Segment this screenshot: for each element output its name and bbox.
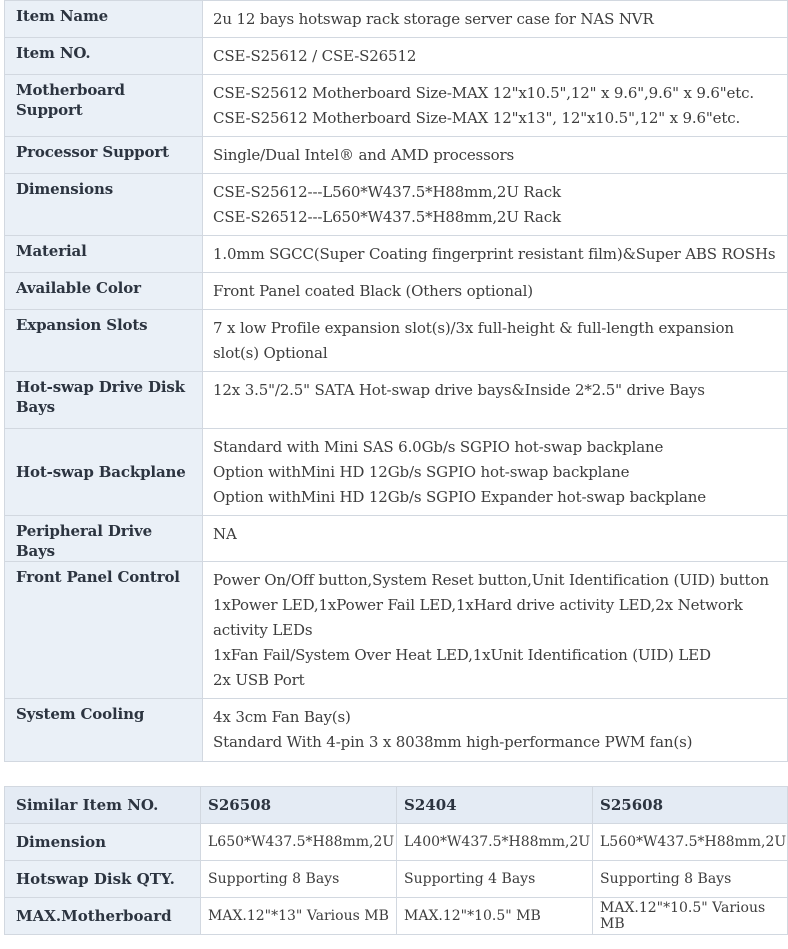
similar-row bbox=[5, 824, 788, 861]
spec-value-line: CSE-S25612 / CSE-S26512 bbox=[213, 47, 417, 65]
spec-value-line: 4x 3cm Fan Bay(s) bbox=[213, 708, 351, 726]
spec-label: Dimensions bbox=[5, 174, 203, 236]
spec-value bbox=[203, 236, 788, 273]
spec-label: Item NO. bbox=[5, 38, 203, 75]
similar-cell: Supporting 8 Bays bbox=[201, 861, 397, 898]
spec-value-line: 12x 3.5"/2.5" SATA Hot-swap drive bays&Inside 2*2.5" drive Bays bbox=[213, 381, 705, 399]
spec-value-line: CSE-S25612 Motherboard Size-MAX 12"x13", 12"x10.5",12" x 9.6"etc. bbox=[213, 109, 741, 127]
spec-label: System Cooling bbox=[5, 699, 203, 762]
spec-value-line: 1xFan Fail/System Over Heat LED,1xUnit Identification (UID) LED bbox=[213, 646, 711, 664]
spec-value bbox=[203, 562, 788, 699]
similar-items-table bbox=[4, 786, 788, 935]
spec-row bbox=[5, 236, 788, 273]
spec-row bbox=[5, 75, 788, 137]
spec-value-line: 7 x low Profile expansion slot(s)/3x full-height & full-length expansion slot(s) Optional bbox=[213, 319, 734, 362]
spec-value-line: CSE-S26512---L650*W437.5*H88mm,2U Rack bbox=[213, 208, 561, 226]
spec-value-line: Standard With 4-pin 3 x 8038mm high-performance PWM fan(s) bbox=[213, 733, 693, 751]
spec-value bbox=[203, 38, 788, 75]
spec-row bbox=[5, 562, 788, 699]
spec-value-line: Front Panel coated Black (Others optional) bbox=[213, 282, 533, 300]
spec-label: Expansion Slots bbox=[5, 310, 203, 372]
spec-row bbox=[5, 516, 788, 562]
similar-cell: L400*W437.5*H88mm,2U bbox=[397, 824, 593, 861]
spec-label: Hot-swap Backplane bbox=[5, 429, 203, 516]
spec-value bbox=[203, 273, 788, 310]
spec-value-line: Single/Dual Intel® and AMD processors bbox=[213, 146, 515, 164]
spec-row bbox=[5, 137, 788, 174]
similar-cell: MAX.12"*13" Various MB bbox=[201, 898, 397, 935]
spec-value bbox=[203, 137, 788, 174]
spec-label: Material bbox=[5, 236, 203, 273]
spec-label: Peripheral Drive Bays bbox=[5, 516, 203, 562]
spec-table bbox=[4, 0, 788, 762]
similar-cell: Supporting 8 Bays bbox=[593, 861, 788, 898]
spec-value bbox=[203, 372, 788, 429]
spec-label: Processor Support bbox=[5, 137, 203, 174]
spec-label: Item Name bbox=[5, 1, 203, 38]
spec-value bbox=[203, 516, 788, 562]
spec-value bbox=[203, 310, 788, 372]
spec-value-line: 2x USB Port bbox=[213, 671, 305, 689]
similar-cell: L650*W437.5*H88mm,2U bbox=[201, 824, 397, 861]
spec-value-line: Standard with Mini SAS 6.0Gb/s SGPIO hot-swap backplane bbox=[213, 438, 664, 456]
spec-value bbox=[203, 699, 788, 762]
spec-value bbox=[203, 75, 788, 137]
spec-value-line: NA bbox=[213, 525, 237, 543]
similar-header-label: Similar Item NO. bbox=[5, 787, 201, 824]
spec-row bbox=[5, 38, 788, 75]
spec-value-line: CSE-S25612---L560*W437.5*H88mm,2U Rack bbox=[213, 183, 561, 201]
spec-label: Front Panel Control bbox=[5, 562, 203, 699]
spec-row bbox=[5, 1, 788, 38]
similar-row-label: MAX.Motherboard bbox=[5, 898, 201, 935]
spec-value-line: Option withMini HD 12Gb/s SGPIO Expander hot-swap backplane bbox=[213, 488, 707, 506]
similar-row-label: Hotswap Disk QTY. bbox=[5, 861, 201, 898]
spec-value bbox=[203, 174, 788, 236]
similar-header-item: S2404 bbox=[397, 787, 593, 824]
similar-cell: MAX.12"*10.5" Various MB bbox=[593, 898, 788, 935]
spec-row bbox=[5, 174, 788, 236]
similar-cell: Supporting 4 Bays bbox=[397, 861, 593, 898]
spec-value-line: 1.0mm SGCC(Super Coating fingerprint resistant film)&Super ABS ROSHs bbox=[213, 245, 776, 263]
spec-value-line: 1xPower LED,1xPower Fail LED,1xHard drive activity LED,2x Network activity LEDs bbox=[213, 596, 743, 639]
similar-cell: MAX.12"*10.5" MB bbox=[397, 898, 593, 935]
spec-row bbox=[5, 273, 788, 310]
similar-cell: L560*W437.5*H88mm,2U bbox=[593, 824, 788, 861]
spec-row bbox=[5, 429, 788, 516]
spec-row bbox=[5, 699, 788, 762]
spec-value bbox=[203, 1, 788, 38]
spec-label: Hot-swap Drive Disk Bays bbox=[5, 372, 203, 429]
similar-row bbox=[5, 861, 788, 898]
spec-value-line: 2u 12 bays hotswap rack storage server case for NAS NVR bbox=[213, 10, 654, 28]
spec-value-line: Power On/Off button,System Reset button,Unit Identification (UID) button bbox=[213, 571, 769, 589]
similar-header-row bbox=[5, 787, 788, 824]
spec-value-line: Option withMini HD 12Gb/s SGPIO hot-swap backplane bbox=[213, 463, 630, 481]
spec-row bbox=[5, 372, 788, 429]
spec-value-line: CSE-S25612 Motherboard Size-MAX 12"x10.5",12" x 9.6",9.6" x 9.6"etc. bbox=[213, 84, 755, 102]
spec-value bbox=[203, 429, 788, 516]
similar-row-label: Dimension bbox=[5, 824, 201, 861]
spec-row bbox=[5, 310, 788, 372]
similar-row bbox=[5, 898, 788, 935]
similar-header-item: S25608 bbox=[593, 787, 788, 824]
similar-header-item: S26508 bbox=[201, 787, 397, 824]
spec-label: Available Color bbox=[5, 273, 203, 310]
spec-label: Motherboard Support bbox=[5, 75, 203, 137]
